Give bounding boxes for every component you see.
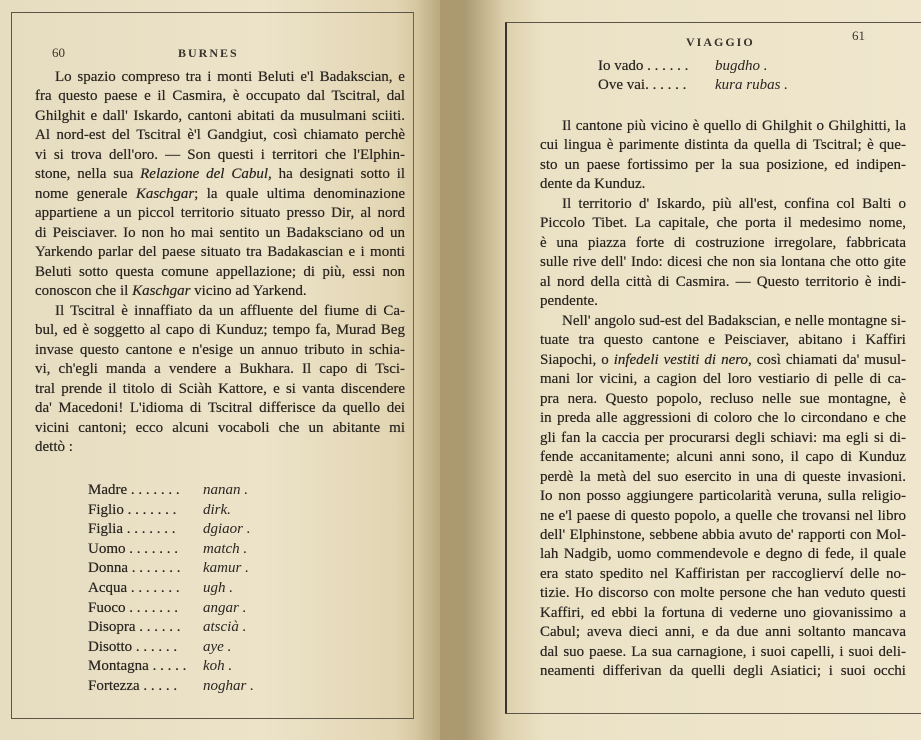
text-line: Yarkendo parlar del paese situato tra Badakascian e i monti [35,244,406,261]
text-line: invase questo cantone e n'esige un annuo tributo in schia- [35,341,405,358]
text-line: Al nord-est del Tscitral è'l Gandgiut, così chiamato perchè [35,127,405,144]
text-line: conoscon che il Kaschgar vicino ad Yarkend. [35,282,307,299]
text-line: pendente. [540,293,598,310]
vocab-word: Ove vai. . . . . . [598,76,687,93]
text-line: dente da Kunduz. [540,176,646,193]
text-line: da' Macedoni! L'idioma di Tscitral differisce da quello dei [35,400,406,417]
text-line: di Peisciaver. Io non ho mai sentito un Badaksciano od un [35,224,405,241]
text-line: fende accanitamente; alcuni anni sono, il capo di Kunduz [540,449,907,466]
vocab-meaning: aye . [203,638,232,655]
text-line: vicini cantoni; ecco alcuni vocaboli che un abitante mi [35,419,406,436]
vocab-word: Disopra . . . . . . [88,619,181,636]
vocab-word: Montagna . . . . . [88,658,187,675]
vocab-meaning: angar . [203,599,247,616]
text-line: mani lor vicini, a cagion del loro vestiario di pelle di ca- [540,371,906,388]
text-line: Ghilghit e dall' Iskardo, cantoni abitati da musulmani sciiti. [35,107,405,124]
text-line: appartiene a un piccol territorio situato presso Dir, al nord [35,205,406,222]
text-line: al nord della città di Casmira. — Questo territorio è indi- [540,273,906,290]
right-page-number: 61 [852,28,865,43]
vocab-word: Disotto . . . . . . [88,638,178,655]
vocab-meaning: dirk. [203,501,231,518]
vocab-word: Figlio . . . . . . . [88,501,177,518]
vocab-word: Figlia . . . . . . . [88,521,176,538]
text-line: stone, nella sua Relazione del Cabul, ha designati sotto il [35,166,406,183]
text-line: bul, ed è soggetto al capo di Kunduz; tempo fa, Murad Beg [35,322,405,339]
vocab-meaning: kamur . [203,560,249,577]
text-line: in preda alle aggressioni di coloro che lo circondano e che [540,410,907,427]
text-line: era stato spedito nel Kaffiristan per raccoglierví delle no- [540,565,906,582]
text-line: vi, ch'egli manda a vendere a Bukhara. Il capo di Tsci- [35,361,406,378]
right-running-head: VIAGGIO [686,35,755,49]
text-line: gli fan la caccia per procurarsi degli schiavi: ma egli si di- [540,429,906,446]
text-line: perdè la metà del suo esercito in una di queste invasioni. [540,468,906,485]
vocab-word: Donna . . . . . . . [88,560,181,577]
text-line: Piccolo Tibet. La capitale, che porta il medesimo nome, [540,215,907,232]
text-line: è una piazza forte di costruzione irregolare, fabbricata [540,234,906,251]
text-line: tuate tra questo cantone e Peisciaver, abitano i Kaffiri [540,332,906,349]
text-line: dal suo paese. La sua carnagione, i suoi capelli, i suoi deli- [540,643,907,660]
text-line: Kaffiri, ed ebbi la fortuna di vederne uno giovanissimo a [540,604,907,621]
text-line: tral prende il titolo di Sciàh Kattore, e si vanta discendere [35,380,406,397]
vocab-word: Acqua . . . . . . . [88,580,180,596]
text-line: lah Nadgib, uomo commendevole e degno di fede, il quale [540,546,906,563]
text-line: Io non posso aggiungere particolarità veruna, sulla religio- [540,488,906,505]
text-line: Il cantone più vicino è quello di Ghilghit o Ghilghitti, la [562,118,906,134]
text-line: Il territorio d' Iskardo, più all'est, confina col Balti o [562,196,906,212]
text-line: neamenti differivan da quelli degli Asiatici; i suoi occhi [540,663,906,680]
text-line: sulle rive dell' Indo: dicesi che non sia lontana che otto gite [540,254,906,271]
text-line: pra nera. Questo popolo, recluso nelle sue montagne, è [540,390,907,407]
text-line: fra questo paese e il Casmira, è occupato dal Tscitral, dal [35,88,406,105]
text-line: tizie. Ho discorso con molte persone che han veduto questi [540,585,907,602]
text-line: Siapochi, o infedeli vestiti di nero, così chiamati da' musul- [540,351,906,368]
vocab-word: Fortezza . . . . . [88,678,178,694]
text-line: vi si trova dell'oro. — Son questi i territori che l'Elphin- [35,146,405,163]
text-line: sto un paese fortissimo per la sua posizione, ed indipen- [540,156,906,173]
text-line: Lo spazio compreso tra i monti Beluti e'l Badakscian, e [55,69,405,85]
vocab-word: Fuoco . . . . . . . [88,599,178,616]
vocab-word: Io vado . . . . . . [598,58,689,74]
vocab-meaning: koh . [203,658,233,675]
vocab-meaning: noghar . [203,678,254,694]
text-line: Il Tscitral è innaffiato da un affluente del fiume di Ca- [55,303,405,319]
text-line: ne e'l paese di questo popolo, a quelle che trovansi nel libro [540,507,906,524]
vocab-word: Uomo . . . . . . . [88,540,178,557]
left-page-number: 60 [52,45,65,60]
text-line: Beluti sotto questa comune appellazione; di più, essi non [35,263,405,280]
text-line: Nell' angolo sud-est del Badakscian, e nelle montagne si- [562,313,906,329]
vocab-meaning: nanan . [203,482,248,498]
vocab-meaning: dgiaor . [203,521,251,538]
text-line: Cabul; aveva dieci anni, e da due anni soltanto mancava [540,624,906,641]
book-gutter [415,0,505,740]
vocab-meaning: bugdho . [715,58,768,74]
vocab-meaning: kura rubas . [715,76,788,93]
vocab-meaning: atscià . [203,619,247,636]
text-line: dell' Elphinstone, sebbene abbia avuto de' rapporti con Mol- [540,526,907,543]
text-line: nome generale Kaschgar; la quale ultima denominazione [35,185,406,202]
text-line: cui lingua è parimente distinta da quella di Tscitral; è que- [540,137,906,154]
vocab-word: Madre . . . . . . . [88,482,180,498]
vocab-meaning: match . [203,540,248,557]
text-line: dettò : [35,439,73,456]
left-running-head: BURNES [178,46,239,60]
vocab-meaning: ugh . [203,580,233,596]
